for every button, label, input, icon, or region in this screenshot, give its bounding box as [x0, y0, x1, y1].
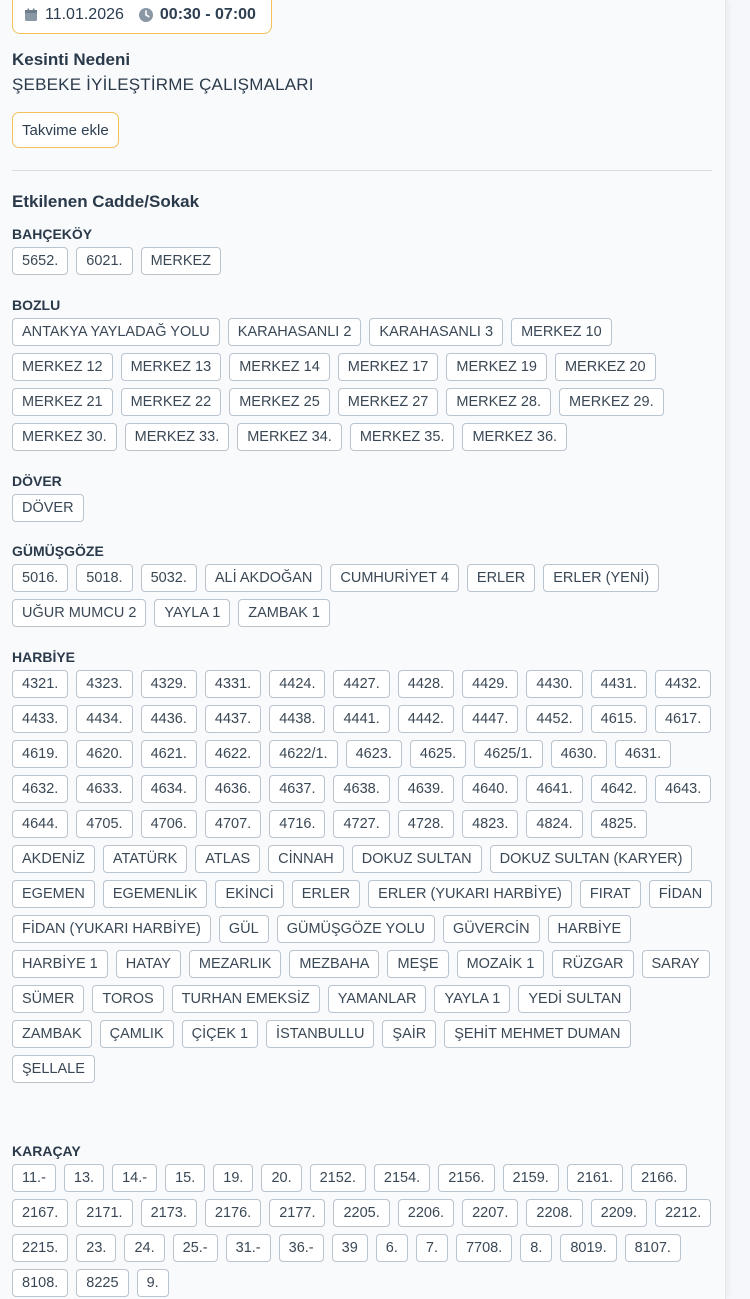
street-chip: 2173. [141, 1199, 197, 1227]
street-chip: UĞUR MUMCU 2 [12, 599, 146, 627]
street-chip: MERKEZ 25 [229, 388, 330, 416]
street-chip: MERKEZ 21 [12, 388, 113, 416]
street-chip: 4442. [398, 705, 454, 733]
street-chip: AKDENİZ [12, 845, 95, 873]
street-chip: FIRAT [580, 880, 641, 908]
street-chip: MEZARLIK [189, 950, 282, 978]
street-chip: ZAMBAK [12, 1020, 92, 1048]
street-chip: 4705. [76, 810, 132, 838]
street-chip: 4619. [12, 740, 68, 768]
street-chip: 2152. [310, 1164, 366, 1192]
group-name: GÜMÜŞGÖZE [12, 543, 104, 559]
street-chip: ANTAKYA YAYLADAĞ YOLU [12, 318, 220, 346]
street-chip: 2209. [591, 1199, 647, 1227]
street-chip: 4438. [269, 705, 325, 733]
outage-datetime [12, 0, 272, 34]
street-chip: 4824. [526, 810, 582, 838]
street-chip: 4825. [591, 810, 647, 838]
street-chip: 4329. [141, 670, 197, 698]
street-chip: MERKEZ 28. [446, 388, 551, 416]
street-chip: 6. [376, 1234, 408, 1262]
street-chip: 4434. [76, 705, 132, 733]
street-chip: 4617. [655, 705, 711, 733]
street-chip: 2208. [526, 1199, 582, 1227]
street-chip: SÜMER [12, 985, 84, 1013]
street-chip: 4625/1. [474, 740, 542, 768]
street-chip: EGEMENLİK [103, 880, 208, 908]
street-chip: 19. [213, 1164, 253, 1192]
outage-date: 11.01.2026 [45, 5, 124, 23]
group-name: HARBİYE [12, 649, 76, 665]
street-chip: 9. [137, 1269, 169, 1297]
street-chip: ZAMBAK 1 [238, 599, 330, 627]
street-chip: 5018. [76, 564, 132, 592]
street-chip: MERKEZ 19 [446, 353, 547, 381]
street-chip: 4615. [591, 705, 647, 733]
street-chip: 4620. [76, 740, 132, 768]
street-chip: ERLER (YENİ) [543, 564, 659, 592]
street-chip: 2159. [503, 1164, 559, 1192]
street-chip: 4432. [655, 670, 711, 698]
street-chip: MOZAİK 1 [457, 950, 545, 978]
street-chip: CUMHURİYET 4 [330, 564, 459, 592]
street-chip: ERLER [292, 880, 360, 908]
street-chip: 4428. [398, 670, 454, 698]
street-chip: 4728. [398, 810, 454, 838]
street-chip: 4622/1. [269, 740, 337, 768]
street-chip: 11.- [12, 1164, 56, 1192]
street-chip: 2166. [631, 1164, 687, 1192]
street-chip: 4331. [205, 670, 261, 698]
street-chip: 4437. [205, 705, 261, 733]
street-chip: KARAHASANLI 2 [228, 318, 362, 346]
street-chip: 36.- [279, 1234, 324, 1262]
street-chip: 4634. [141, 775, 197, 803]
street-group-bahcekoy [12, 225, 717, 275]
street-chip: MERKEZ 29. [559, 388, 664, 416]
group-name: BAHÇEKÖY [12, 226, 93, 242]
street-chip: 15. [165, 1164, 205, 1192]
street-chip: MEŞE [387, 950, 448, 978]
calendar-icon [23, 7, 39, 23]
street-chip: 7708. [456, 1234, 512, 1262]
street-chip: MERKEZ 35. [350, 423, 455, 451]
clock-icon [138, 7, 154, 23]
street-chip: ERLER [467, 564, 535, 592]
street-chip-list [12, 318, 717, 451]
street-chip: GÜL [219, 915, 269, 943]
street-chip: 25.- [173, 1234, 218, 1262]
street-chip: EKİNCİ [215, 880, 283, 908]
street-chip: 13. [64, 1164, 104, 1192]
street-chip: MERKEZ 12 [12, 353, 113, 381]
street-chip: MERKEZ 36. [462, 423, 567, 451]
street-chip: ÇİÇEK 1 [182, 1020, 258, 1048]
street-group-harbiye [12, 648, 717, 1083]
street-chip: 4633. [76, 775, 132, 803]
street-chip-list [12, 1164, 717, 1297]
street-chip: 4621. [141, 740, 197, 768]
street-chip: ŞEHİT MEHMET DUMAN [444, 1020, 630, 1048]
street-chip: 4641. [526, 775, 582, 803]
street-chip: MERKEZ 13 [121, 353, 222, 381]
street-chip: 2156. [438, 1164, 494, 1192]
street-chip: 2205. [333, 1199, 389, 1227]
street-chip: FİDAN [649, 880, 713, 908]
street-chip: EGEMEN [12, 880, 95, 908]
reason-value: ŞEBEKE İYİLEŞTİRME ÇALIŞMALARI [12, 75, 314, 94]
street-chip: 4642. [591, 775, 647, 803]
street-chip: ERLER (YUKARI HARBİYE) [368, 880, 572, 908]
street-chip: 2167. [12, 1199, 68, 1227]
street-chip: 4447. [462, 705, 518, 733]
street-chip: ŞELLALE [12, 1055, 95, 1083]
group-name: BOZLU [12, 297, 61, 313]
street-chip: SARAY [642, 950, 710, 978]
street-chip: 31.- [226, 1234, 271, 1262]
street-chip: 4452. [526, 705, 582, 733]
street-chip: HARBİYE 1 [12, 950, 108, 978]
street-chip: 7. [416, 1234, 448, 1262]
street-chip: 4640. [462, 775, 518, 803]
street-chip: TURHAN EMEKSİZ [172, 985, 320, 1013]
street-chip: 24. [124, 1234, 164, 1262]
street-chip: 4623. [346, 740, 402, 768]
street-chip: 6021. [76, 247, 132, 275]
street-chip: 4427. [333, 670, 389, 698]
street-chip: 8107. [625, 1234, 681, 1262]
street-chip: 4643. [655, 775, 711, 803]
street-chip: YAYLA 1 [154, 599, 230, 627]
street-chip: ATLAS [195, 845, 260, 873]
street-chip: 5032. [141, 564, 197, 592]
street-chip: MERKEZ 17 [338, 353, 439, 381]
street-chip: MERKEZ [141, 247, 221, 275]
street-chip: 8225 [76, 1269, 128, 1297]
street-chip: YEDİ SULTAN [518, 985, 631, 1013]
outage-time: 00:30 - 07:00 [159, 5, 256, 23]
street-group-karacay [12, 1142, 717, 1297]
street-chip: 2154. [374, 1164, 430, 1192]
street-group-gumusgoze [12, 542, 717, 627]
street-chip: 4636. [205, 775, 261, 803]
street-chip: 20. [261, 1164, 301, 1192]
street-chip: TOROS [92, 985, 163, 1013]
street-chip: 2207. [462, 1199, 518, 1227]
street-chip: 2215. [12, 1234, 68, 1262]
reason-label: Kesinti Nedeni [12, 50, 131, 69]
street-chip: 2206. [398, 1199, 454, 1227]
street-chip: MERKEZ 33. [125, 423, 230, 451]
street-chip: GÜMÜŞGÖZE YOLU [277, 915, 435, 943]
street-chip: 5652. [12, 247, 68, 275]
group-name: KARAÇAY [12, 1143, 81, 1159]
street-chip: 4424. [269, 670, 325, 698]
street-chip: 4436. [141, 705, 197, 733]
street-chip: 4632. [12, 775, 68, 803]
street-chip: 2212. [655, 1199, 711, 1227]
street-chip: RÜZGAR [552, 950, 633, 978]
street-chip: ÇAMLIK [100, 1020, 174, 1048]
street-chip: 4727. [333, 810, 389, 838]
divider [12, 170, 712, 171]
street-chip-list [12, 494, 717, 522]
street-chip: 4430. [526, 670, 582, 698]
street-group-dover [12, 472, 717, 522]
street-chip: 8. [520, 1234, 552, 1262]
street-chip: 4622. [205, 740, 261, 768]
street-chip: 5016. [12, 564, 68, 592]
street-chip: HARBİYE [548, 915, 632, 943]
street-chip: 4431. [591, 670, 647, 698]
street-chip: 4323. [76, 670, 132, 698]
street-chip: MERKEZ 22 [121, 388, 222, 416]
street-chip: 4637. [269, 775, 325, 803]
street-chip: ALİ AKDOĞAN [205, 564, 323, 592]
street-chip: 4706. [141, 810, 197, 838]
street-chip: 4716. [269, 810, 325, 838]
street-chip: 4707. [205, 810, 261, 838]
street-chip: FİDAN (YUKARI HARBİYE) [12, 915, 211, 943]
add-to-calendar-button[interactable]: Takvime ekle [12, 112, 119, 148]
street-chip: 4321. [12, 670, 68, 698]
street-chip: HATAY [116, 950, 181, 978]
street-chip: DÖVER [12, 494, 84, 522]
street-chip: MEZBAHA [289, 950, 379, 978]
street-chip: 14.- [112, 1164, 157, 1192]
street-chip: DOKUZ SULTAN [352, 845, 482, 873]
street-chip: 39 [332, 1234, 368, 1262]
street-chip: 4644. [12, 810, 68, 838]
street-chip: 4433. [12, 705, 68, 733]
street-chip: 4429. [462, 670, 518, 698]
street-chip: 4625. [410, 740, 466, 768]
street-chip-list [12, 564, 717, 627]
street-chip-list [12, 247, 717, 275]
street-chip: 2161. [567, 1164, 623, 1192]
street-chip: 4639. [398, 775, 454, 803]
street-chip: 4441. [333, 705, 389, 733]
street-chip: MERKEZ 30. [12, 423, 117, 451]
street-chip: 23. [76, 1234, 116, 1262]
street-chip: 2177. [269, 1199, 325, 1227]
street-chip-list [12, 670, 717, 1083]
street-chip: KARAHASANLI 3 [369, 318, 503, 346]
street-chip: ŞAİR [382, 1020, 436, 1048]
street-chip: 8019. [560, 1234, 616, 1262]
street-chip: ATATÜRK [103, 845, 187, 873]
affected-streets-title: Etkilenen Cadde/Sokak [12, 192, 200, 211]
street-chip: 8108. [12, 1269, 68, 1297]
street-chip: İSTANBULLU [266, 1020, 374, 1048]
street-chip: CİNNAH [268, 845, 344, 873]
street-chip: YAYLA 1 [434, 985, 510, 1013]
street-chip: 4823. [462, 810, 518, 838]
street-chip: DOKUZ SULTAN (KARYER) [490, 845, 693, 873]
street-chip: MERKEZ 14 [229, 353, 330, 381]
street-chip: MERKEZ 20 [555, 353, 656, 381]
street-chip: YAMANLAR [328, 985, 427, 1013]
street-chip: MERKEZ 34. [237, 423, 342, 451]
group-name: DÖVER [12, 473, 62, 489]
street-chip: 4631. [615, 740, 671, 768]
street-group-bozlu [12, 296, 717, 451]
street-chip: MERKEZ 10 [511, 318, 612, 346]
street-chip: 4638. [333, 775, 389, 803]
street-chip: 2171. [76, 1199, 132, 1227]
street-chip: MERKEZ 27 [338, 388, 439, 416]
street-chip: GÜVERCİN [443, 915, 540, 943]
street-chip: 2176. [205, 1199, 261, 1227]
street-chip: 4630. [551, 740, 607, 768]
